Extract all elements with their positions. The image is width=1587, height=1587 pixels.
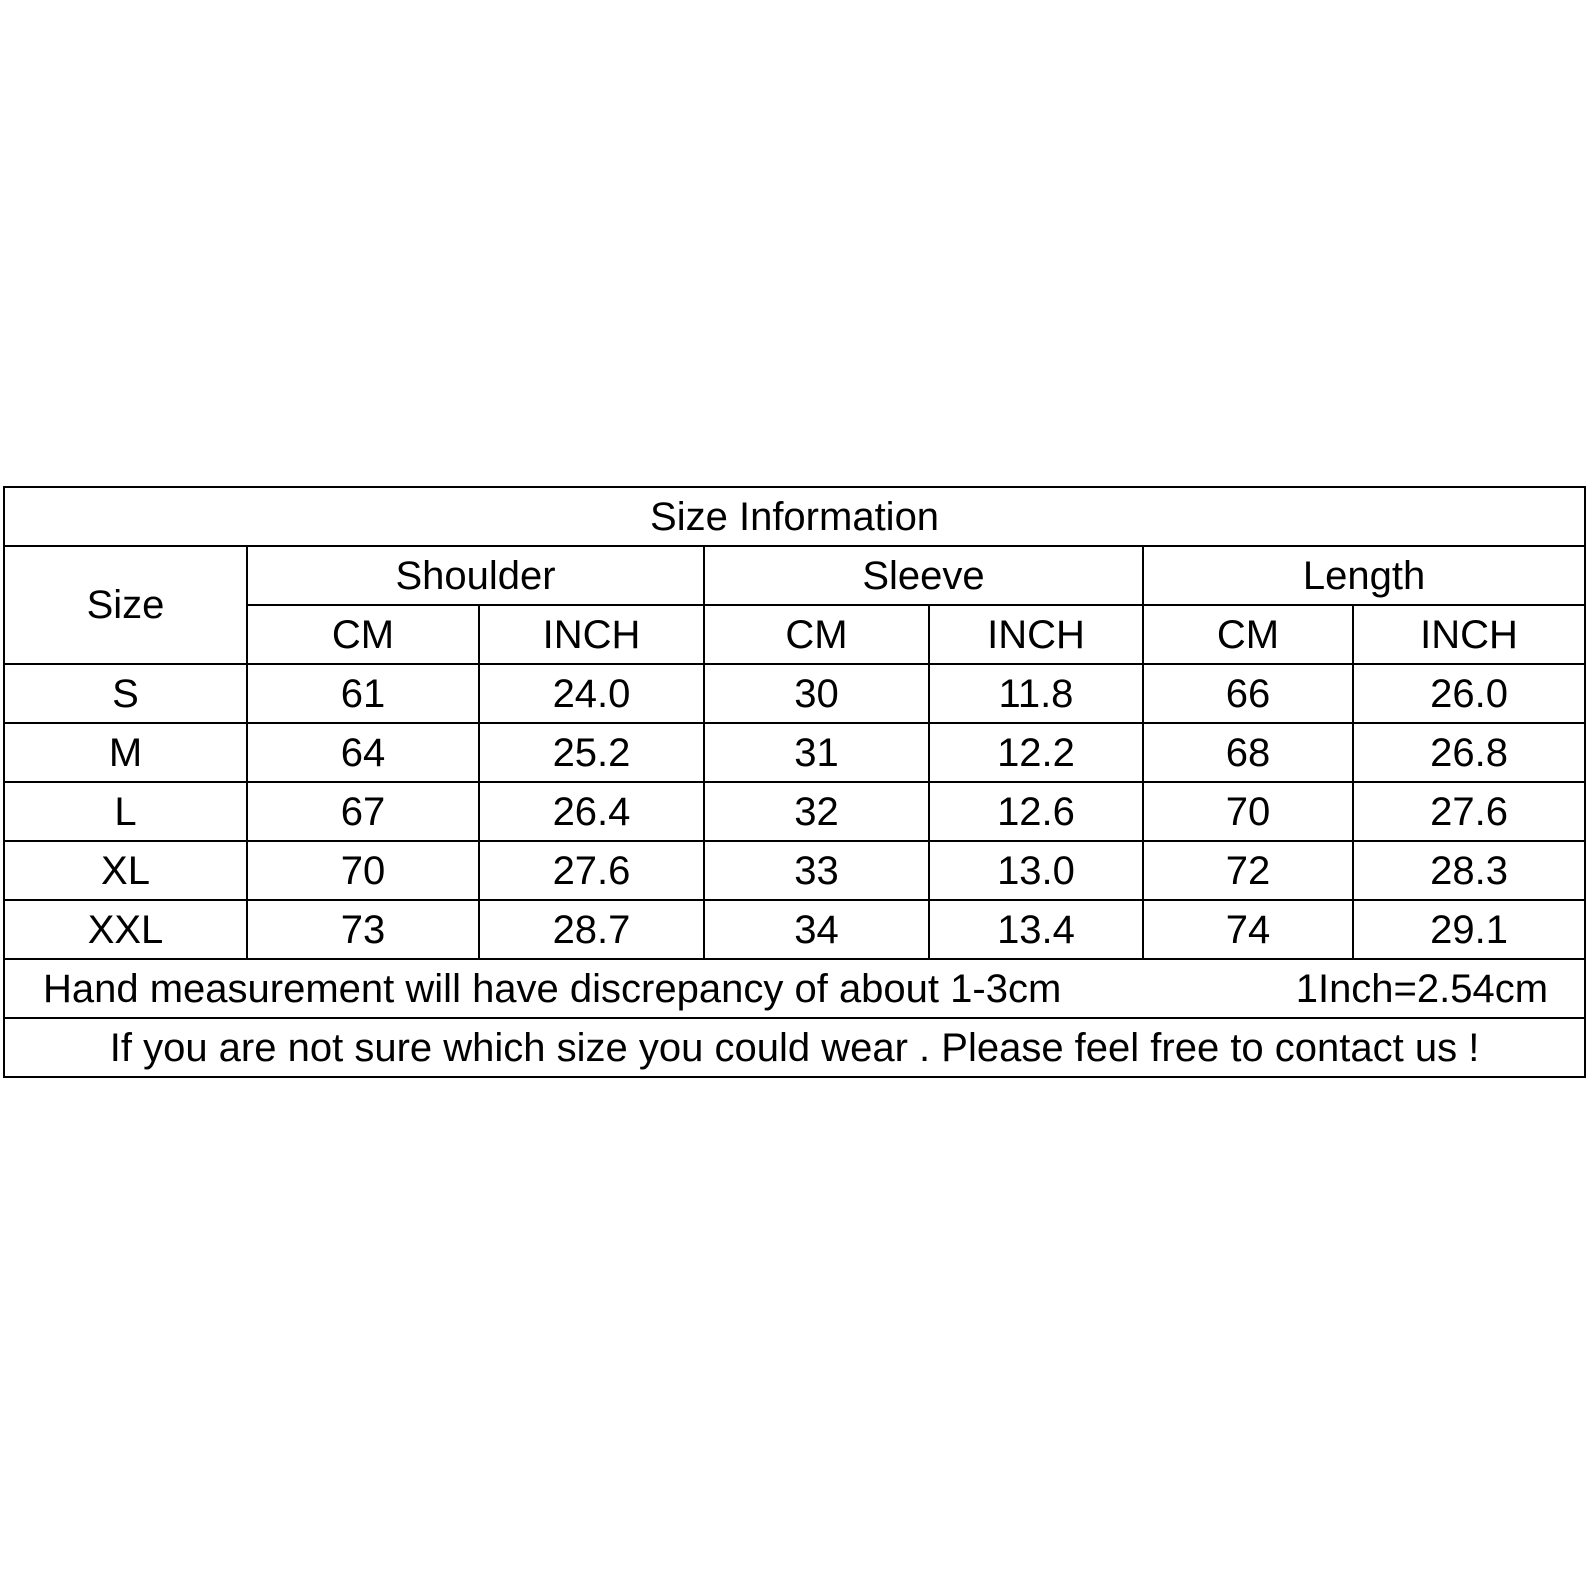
table-cell: 70 [1143,782,1353,841]
table-cell: 26.8 [1353,723,1585,782]
table-cell: 34 [704,900,929,959]
size-label: XXL [4,900,247,959]
size-chart-table [3,486,1586,1078]
table-row [4,664,1585,723]
table-cell: 13.4 [929,900,1143,959]
table-cell: 72 [1143,841,1353,900]
measurement-note: Hand measurement will have discrepancy of about 1-3cm [43,966,1062,1011]
table-title: Size Information [4,487,1585,546]
contact-note: If you are not sure which size you could wear . Please feel free to contact us ! [4,1018,1585,1077]
size-label: L [4,782,247,841]
table-cell: 28.7 [479,900,704,959]
table-row [4,723,1585,782]
table-cell: 25.2 [479,723,704,782]
table-cell: 74 [1143,900,1353,959]
table-cell: 12.6 [929,782,1143,841]
table-cell: 11.8 [929,664,1143,723]
table-cell: 73 [247,900,479,959]
contact-note-row [4,1018,1585,1077]
table-cell: 66 [1143,664,1353,723]
unit-header: INCH [479,605,704,664]
table-cell: 68 [1143,723,1353,782]
table-cell: 67 [247,782,479,841]
table-cell: 27.6 [479,841,704,900]
table-cell: 28.3 [1353,841,1585,900]
table-cell: 13.0 [929,841,1143,900]
table-cell: 24.0 [479,664,704,723]
table-cell: 26.4 [479,782,704,841]
table-cell: 33 [704,841,929,900]
group-header-shoulder: Shoulder [247,546,704,605]
size-label: XL [4,841,247,900]
conversion-note: 1Inch=2.54cm [1295,966,1549,1011]
table-row [4,900,1585,959]
table-row [4,841,1585,900]
table-cell: 29.1 [1353,900,1585,959]
unit-header: CM [704,605,929,664]
title-row [4,487,1585,546]
measurement-note-row [4,959,1585,1018]
table-cell: 70 [247,841,479,900]
unit-header: CM [1143,605,1353,664]
table-row [4,782,1585,841]
group-header-length: Length [1143,546,1585,605]
measurement-note-cell [4,959,1585,1018]
size-label: M [4,723,247,782]
table-cell: 27.6 [1353,782,1585,841]
unit-header: INCH [1353,605,1585,664]
table-cell: 32 [704,782,929,841]
table-cell: 61 [247,664,479,723]
table-cell: 12.2 [929,723,1143,782]
size-label: S [4,664,247,723]
unit-header: CM [247,605,479,664]
table-cell: 30 [704,664,929,723]
group-header-row [4,546,1585,605]
group-header-sleeve: Sleeve [704,546,1143,605]
table-cell: 64 [247,723,479,782]
unit-header: INCH [929,605,1143,664]
table-cell: 26.0 [1353,664,1585,723]
size-header: Size [4,546,247,664]
table-cell: 31 [704,723,929,782]
